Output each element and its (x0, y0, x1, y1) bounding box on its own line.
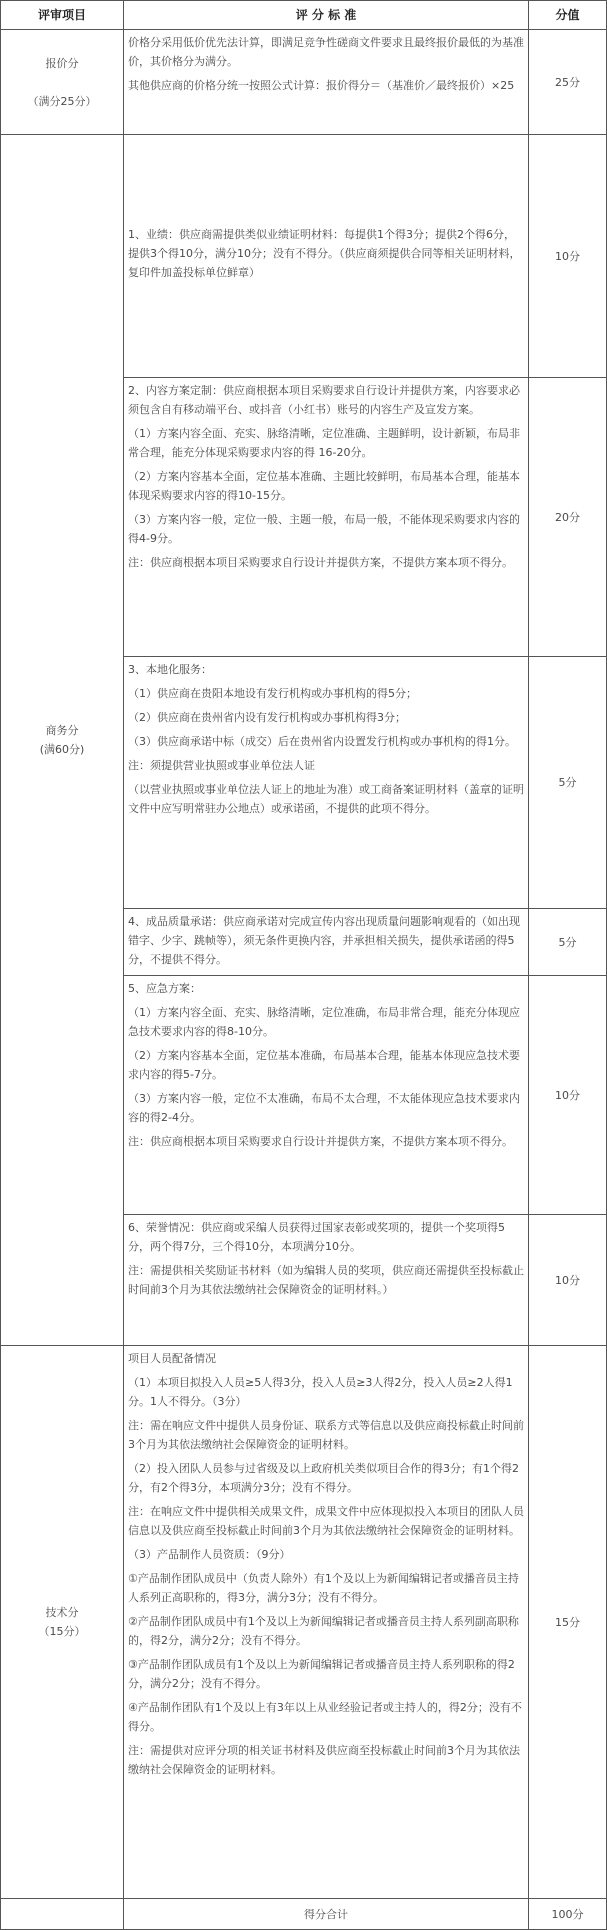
total-label-text: 得分合计 (304, 1907, 348, 1921)
criteria-local-service (128, 660, 524, 907)
criteria-line: ②产品制作团队成员中有1个及以上为新闻编辑记者或播音员主持人系列副高职称的，得2分，满分2分；没有不得分。 (128, 1615, 519, 1647)
criteria-line: 注：在响应文件中提供相关成果文件，成果文件中应体现拟投入本项目的团队人员信息以及供应商至投标截止时间前3个月为其依法缴纳社会保障资金的证明材料。 (128, 1505, 524, 1537)
header-criteria (124, 1, 528, 29)
score-value: 10分 (555, 249, 580, 263)
criteria-line: （3）方案内容一般，定位不太准确，布局不太合理，不太能体现应急技术要求内容的得2-4分。 (128, 1092, 520, 1124)
category-label: 报价分 (45, 56, 79, 70)
score-value: 25分 (555, 75, 580, 89)
criteria-line: 注：需提供对应评分项的相关证书材料及供应商至投标截止时间前3个月为其依法缴纳社会保障资金的证明材料。 (128, 1744, 520, 1776)
criteria-line: （2）方案内容基本全面，定位基本准确、主题比较鲜明，布局基本合理，能基本体现采购要求内容的得10-15分。 (128, 470, 520, 502)
category-price (1, 30, 123, 134)
criteria-line: （以营业执照或事业单位法人证上的地址为准）或工商备案证明材料（盖章的证明文件中应写明常驻办公地点）或承诺函，不提供的此项不得分。 (128, 783, 524, 815)
category-label: 技术分 (45, 1606, 79, 1619)
score-content-plan (529, 378, 606, 656)
header-score (529, 1, 606, 29)
criteria-line: （2）供应商在贵州省内设有发行机构或办事机构得3分； (128, 711, 406, 724)
criteria-line: 注：需在响应文件中提供人员身份证、联系方式等信息以及供应商投标截止时间前3个月为其依法缴纳社会保障资金的证明材料。 (128, 1419, 524, 1451)
criteria-line: 6、荣誉情况：供应商或采编人员获得过国家表彰或奖项的，提供一个奖项得5分，两个得7分，三个得10分，本项满分10分。 (128, 1221, 505, 1253)
criteria-honors (128, 1218, 524, 1344)
score-value: 5分 (558, 935, 577, 949)
score-local-service (529, 657, 606, 908)
criteria-emergency (128, 979, 524, 1213)
criteria-line: ④产品制作团队有1个及以上有3年以上从业经验记者或主持人的，得2分；没有不得分。 (128, 1701, 522, 1733)
score-value: 20分 (555, 510, 580, 524)
criteria-line: 项目人员配备情况 (128, 1352, 216, 1365)
score-value: 5分 (558, 776, 577, 789)
criteria-line: 3、本地化服务： (128, 663, 212, 676)
criteria-price (128, 33, 524, 133)
criteria-technical (128, 1349, 524, 1897)
criteria-line: 4、成品质量承诺：供应商承诺对完成宣传内容出现质量问题影响观看的（如出现错字、少字、跳帧等），须无条件更换内容，并承担相关损失，提供承诺函的得5分，不提供不得分。 (128, 915, 520, 966)
total-score-text: 100分 (551, 1907, 584, 1921)
criteria-line: 2、内容方案定制：供应商根据本项目采购要求自行设计并提供方案，内容要求必须包含自有移动端平台、或抖音（小红书）账号的内容生产及宣发方案。 (128, 384, 520, 416)
criteria-line: （2）投入团队人员参与过省级及以上政府机关类似项目合作的得3分；有1个得2分，有2个得3分，本项满分3分；没有不得分。 (128, 1462, 519, 1494)
score-technical (529, 1346, 606, 1898)
criteria-line: （1）供应商在贵阳本地设有发行机构或办事机构的得5分； (128, 687, 417, 700)
criteria-line: （3）供应商承诺中标（成交）后在贵州省内设置发行机构或办事机构的得1分。 (128, 735, 516, 748)
score-quality (529, 909, 606, 975)
header-item-text: 评审项目 (37, 7, 86, 22)
criteria-line: （1）本项目拟投入人员≥5人得3分，投入人员≥3人得2分，投入人员≥2人得1分。1人不得分。（3分） (128, 1376, 513, 1408)
criteria-line: （1）方案内容全面、充实、脉络清晰，定位准确，布局非常合理，能充分体现应急技术要求内容的得8-10分。 (128, 1006, 520, 1038)
criteria-line: 注：须提供营业执照或事业单位法人证 (128, 759, 315, 772)
total-label (124, 1899, 528, 1929)
criteria-line: （2）方案内容基本全面，定位基本准确，布局基本合理，能基本体现应急技术要求内容的得5-7分。 (128, 1049, 520, 1081)
total-score (529, 1899, 606, 1929)
criteria-line: 注：供应商根据本项目采购要求自行设计并提供方案，不提供方案本项不得分。 (128, 556, 513, 569)
criteria-line: 价格分采用低价优先法计算，即满足竞争性磋商文件要求且最终报价最低的为基准价，其价格分为满分。 (128, 36, 524, 68)
category-business (1, 135, 123, 1345)
category-label: 商务分 (45, 724, 79, 737)
header-score-text: 分值 (555, 7, 580, 22)
score-performance (529, 135, 606, 377)
score-honors (529, 1215, 606, 1345)
criteria-line: 注：供应商根据本项目采购要求自行设计并提供方案，不提供方案本项不得分。 (128, 1135, 513, 1148)
header-criteria-text: 评 分 标 准 (295, 7, 357, 22)
score-price (529, 30, 606, 134)
score-value: 10分 (555, 1273, 580, 1287)
category-sub-label: （满分25分） (27, 94, 97, 108)
criteria-line: 5、应急方案： (128, 982, 201, 995)
criteria-content-plan (128, 381, 524, 655)
category-sub-label: （15分） (38, 1625, 86, 1638)
score-value: 10分 (555, 1088, 580, 1102)
criteria-line: 其他供应商的价格分统一按照公式计算：报价得分＝（基准价／最终报价）×25 (128, 79, 515, 92)
category-sub-label: (满60分) (39, 743, 85, 756)
criteria-line: （3）方案内容一般，定位一般、主题一般，布局一般，不能体现采购要求内容的得4-9分。 (128, 513, 520, 545)
criteria-performance (128, 135, 524, 377)
header-item (1, 1, 123, 29)
criteria-line: ③产品制作团队成员有1个及以上为新闻编辑记者或播音员主持人系列职称的得2分，满分2分；没有不得分。 (128, 1658, 515, 1690)
criteria-quality (128, 912, 524, 974)
criteria-line: ①产品制作团队成员中（负责人除外）有1个及以上为新闻编辑记者或播音员主持人系列正高职称的，得3分，满分3分；没有不得分。 (128, 1572, 519, 1604)
score-emergency (529, 976, 606, 1214)
criteria-line: 1、业绩：供应商需提供类似业绩证明材料：每提供1个得3分；提供2个得6分，提供3个得10分，满分10分；没有不得分。（供应商须提供合同等相关证明材料，复印件加盖投标单位鲜章） (128, 228, 521, 279)
category-technical (1, 1346, 123, 1898)
score-value: 15分 (555, 1615, 580, 1629)
criteria-line: 注：需提供相关奖励证书材料（如为编辑人员的奖项，供应商还需提供至投标截止时间前3个月为其依法缴纳社会保障资金的证明材料。） (128, 1264, 524, 1296)
criteria-line: （3）产品制作人员资质：（9分） (128, 1548, 291, 1561)
criteria-line: （1）方案内容全面、充实、脉络清晰，定位准确、主题鲜明，设计新颖，布局非常合理，能充分体现采购要求内容的得 16-20分。 (128, 427, 520, 459)
